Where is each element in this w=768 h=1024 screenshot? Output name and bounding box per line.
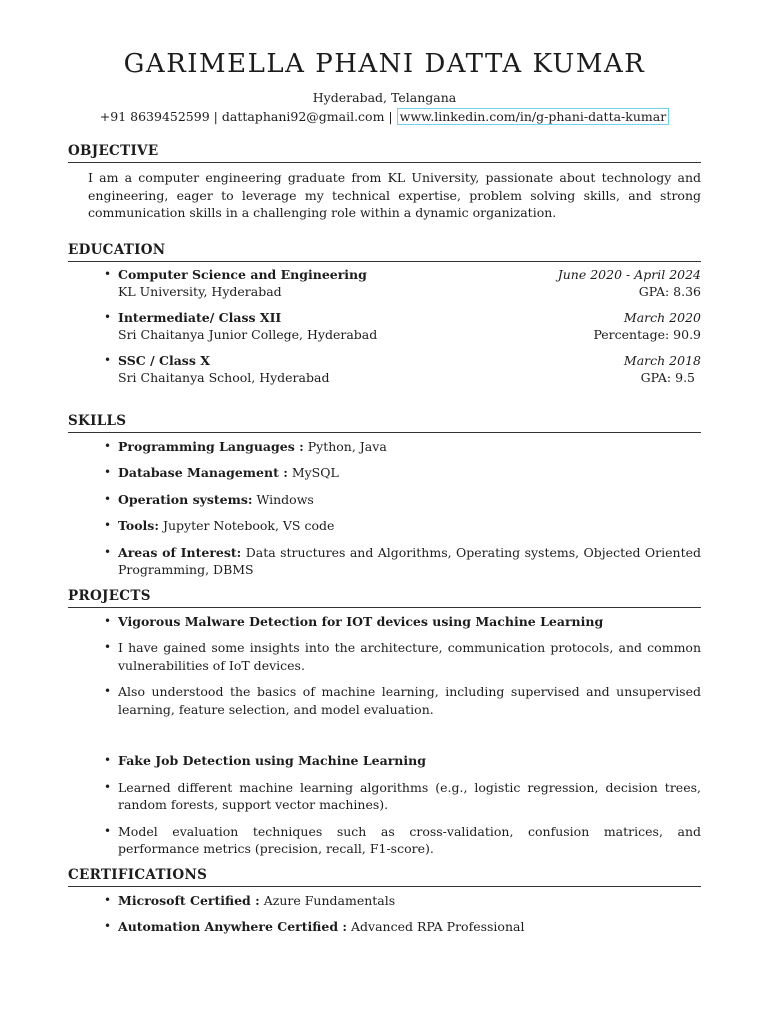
education-date: March 2020 — [623, 309, 701, 325]
separator: | — [388, 109, 393, 124]
project-point-text: Learned different machine learning algorithms (e.g., logistic regression, decision trees, random forests, support vector machines). — [118, 779, 701, 812]
projects-section — [68, 588, 701, 858]
objective-section — [68, 143, 701, 222]
certification-item — [68, 918, 701, 936]
section-heading: EDUCATION — [68, 242, 701, 262]
email-link[interactable]: dattaphani92@gmail.com — [221, 109, 385, 124]
bullet: • — [104, 919, 112, 933]
degree-title: Intermediate/ Class XII — [118, 309, 282, 325]
certification-label: Automation Anywhere Certified : — [118, 919, 348, 934]
skill-item — [68, 491, 701, 509]
bullet: • — [104, 465, 112, 479]
project-point — [68, 779, 701, 814]
bullet: • — [104, 518, 112, 532]
bullet: • — [104, 613, 112, 628]
skill-label: Areas of Interest: — [118, 544, 242, 560]
project-point-text: I have gained some insights into the architecture, communication protocols, and common vulnerabilities of IoT devices. — [118, 640, 701, 673]
education-score: GPA: 8.36 — [638, 284, 701, 299]
education-date: June 2020 - April 2024 — [557, 266, 701, 282]
skill-value: Data structures and Algorithms, Operating systems, Objected Oriented Programming, DBMS — [118, 544, 701, 577]
linkedin-link[interactable]: www.linkedin.com/in/g-phani-datta-kumar — [397, 108, 670, 125]
section-heading: CERTIFICATIONS — [68, 867, 701, 887]
project-point — [68, 639, 701, 674]
education-list — [68, 266, 701, 387]
bullet: • — [104, 823, 112, 838]
project-point-text: Model evaluation techniques such as cross-validation, confusion matrices, and performance metrics (precision, recall, F1-score). — [118, 823, 701, 856]
contact-line — [68, 108, 701, 126]
skills-section — [68, 413, 701, 579]
bullet: • — [104, 753, 112, 767]
skill-label: Database Management : — [118, 465, 288, 480]
skill-label: Programming Languages : — [118, 438, 304, 454]
project-point — [68, 823, 701, 858]
bullet: • — [104, 352, 112, 367]
skill-label: Operation systems: — [118, 491, 253, 507]
skill-item — [68, 544, 701, 579]
skill-label: Tools: — [118, 518, 159, 533]
skill-item — [68, 438, 701, 456]
skills-list — [68, 438, 701, 579]
project-title: Vigorous Malware Detection for IOT devices using Machine Learning — [118, 613, 604, 629]
certification-item — [68, 892, 701, 910]
education-date: March 2018 — [623, 352, 701, 368]
education-item — [68, 266, 701, 301]
bullet: • — [104, 544, 112, 559]
certifications-section — [68, 867, 701, 936]
bullet: • — [104, 438, 112, 453]
section-heading: PROJECTS — [68, 588, 701, 608]
certification-value: Advanced RPA Professional — [351, 919, 525, 934]
certification-value: Azure Fundamentals — [263, 892, 396, 908]
education-item — [68, 352, 701, 387]
section-heading: OBJECTIVE — [68, 143, 701, 163]
skill-value: MySQL — [291, 465, 339, 480]
resume-page — [68, 48, 701, 945]
education-item — [68, 309, 701, 344]
skill-value: Python, Java — [307, 438, 387, 454]
project-point-text: Also understood the basics of machine learning, including supervised and unsupervised learning, feature selection, and model evaluation. — [118, 684, 701, 717]
project-title: Fake Job Detection using Machine Learning — [118, 753, 426, 768]
objective-text: I am a computer engineering graduate from KL University, passionate about technology and engineering, eager to leverage my technical expertise, problem solving skills, and strong communication skills in a challenging role within a dynamic organization. — [88, 170, 701, 220]
bullet: • — [104, 684, 112, 698]
location: Hyderabad, Telangana — [312, 90, 457, 105]
skill-value: Jupyter Notebook, VS code — [162, 518, 335, 533]
institution: Sri Chaitanya Junior College, Hyderabad — [118, 327, 378, 342]
certifications-list — [68, 892, 701, 936]
project-title-item — [68, 752, 701, 770]
degree-title: SSC / Class X — [118, 352, 210, 368]
skill-item — [68, 517, 701, 535]
project-title-item — [68, 613, 701, 631]
projects-list — [68, 613, 701, 858]
bullet: • — [104, 309, 112, 324]
bullet: • — [104, 640, 112, 654]
degree-title: Computer Science and Engineering — [118, 266, 367, 282]
skill-item — [68, 464, 701, 482]
section-heading: SKILLS — [68, 413, 701, 433]
education-section — [68, 242, 701, 387]
bullet: • — [104, 892, 112, 907]
certification-label: Microsoft Certified : — [118, 892, 260, 908]
bullet: • — [104, 491, 112, 506]
education-score: Percentage: 90.9 — [593, 327, 701, 342]
institution: KL University, Hyderabad — [118, 284, 282, 299]
bullet: • — [104, 266, 112, 281]
skill-value: Windows — [256, 491, 314, 507]
bullet: • — [104, 779, 112, 794]
phone: +91 8639452599 — [99, 109, 210, 124]
institution: Sri Chaitanya School, Hyderabad — [118, 370, 330, 385]
separator: | — [213, 109, 218, 124]
candidate-name: GARIMELLA PHANI DATTA KUMAR — [123, 49, 646, 79]
project-point — [68, 683, 701, 718]
education-score: GPA: 9.5 — [640, 370, 695, 385]
